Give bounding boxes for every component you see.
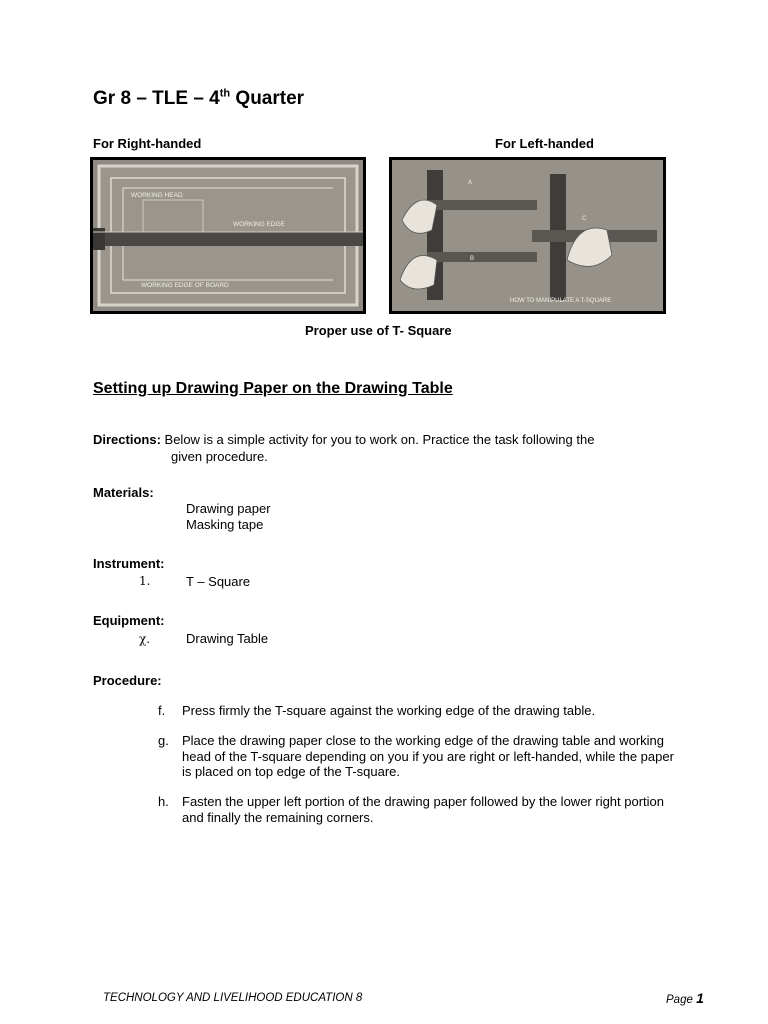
page-title: Gr 8 – TLE – 4th Quarter: [93, 87, 305, 109]
right-handed-label: For Right-handed: [93, 136, 202, 151]
label-c-text: C: [582, 216, 587, 222]
materials-label: Materials:: [93, 485, 154, 500]
directions-text-line2: given procedure.: [171, 449, 268, 464]
manipulate-caption-text: HOW TO MANIPULATE A T-SQUARE: [510, 298, 612, 304]
label-a-text: A: [468, 180, 473, 186]
procedure-step-letter: g.: [158, 733, 169, 748]
procedure-step-text: Press firmly the T-square against the working edge of the drawing table.: [182, 703, 596, 718]
working-edge-of-board-text: WORKING EDGE OF BOARD: [141, 282, 229, 289]
materials-item: Drawing paper: [186, 501, 271, 516]
equipment-marker: χ.: [139, 632, 151, 646]
working-head-text: WORKING HEAD: [131, 192, 183, 199]
procedure-step-text: Place the drawing paper close to the working edge of the drawing table and working head of the T-square depending on you if you are right or left-handed, while the paper is placed on top edge of the T-square.: [182, 733, 674, 779]
directions-paragraph: [93, 431, 673, 465]
procedure-step-letter: h.: [158, 794, 169, 809]
directions-text-line1: Below is a simple activity for you to work on. Practice the task following the: [164, 432, 595, 447]
label-b-text: B: [470, 256, 475, 262]
section-title: Setting up Drawing Paper on the Drawing Table: [93, 380, 453, 397]
right-handed-diagram: [93, 160, 363, 311]
procedure-label: Procedure:: [93, 673, 162, 688]
page-number: 1: [696, 990, 704, 1006]
figure-caption: Proper use of T- Square: [305, 323, 452, 338]
left-handed-diagram: [392, 160, 663, 311]
equipment-label: Equipment:: [93, 613, 165, 628]
procedure-step-text: Fasten the upper left portion of the drawing paper followed by the lower right portion and finally the remaining corners.: [182, 794, 665, 825]
page-label: Page: [666, 994, 693, 1006]
right-handed-t-square-photo: [90, 157, 366, 314]
footer-course-title: TECHNOLOGY AND LIVELIHOOD EDUCATION 8: [103, 992, 363, 1004]
left-handed-label: For Left-handed: [495, 136, 594, 151]
left-handed-t-square-photo: [389, 157, 666, 314]
footer-page-number: [666, 990, 704, 1006]
procedure-step-letter: f.: [158, 703, 166, 718]
equipment-item: Drawing Table: [186, 631, 269, 646]
instrument-item: T – Square: [186, 574, 251, 589]
instrument-number: 1.: [139, 574, 151, 588]
materials-item: Masking tape: [186, 517, 264, 532]
working-edge-text: WORKING EDGE: [233, 221, 286, 228]
directions-label: Directions:: [93, 432, 161, 447]
instrument-label: Instrument:: [93, 556, 165, 571]
